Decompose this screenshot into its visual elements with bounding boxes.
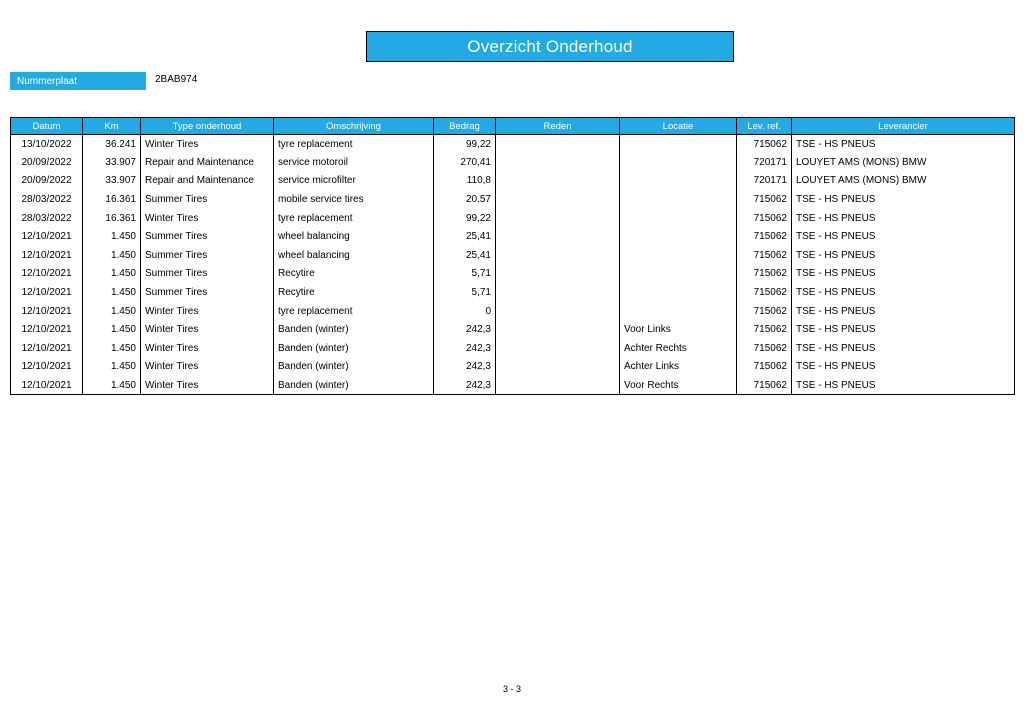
cell-bedrag: 5,71 — [434, 283, 496, 302]
cell-km: 1.450 — [83, 246, 141, 265]
cell-type: Summer Tires — [141, 283, 274, 302]
cell-leverancier: TSE - HS PNEUS — [792, 376, 1015, 395]
page-title: Overzicht Onderhoud — [467, 36, 633, 56]
cell-lev-ref: 715062 — [737, 190, 792, 209]
cell-km: 1.450 — [83, 376, 141, 395]
cell-omschrijving: tyre replacement — [274, 302, 434, 321]
table-row — [11, 246, 1015, 265]
cell-lev-ref: 715062 — [737, 283, 792, 302]
cell-omschrijving: Banden (winter) — [274, 358, 434, 377]
table-row — [11, 190, 1015, 209]
cell-locatie: Achter Rechts — [620, 339, 737, 358]
cell-datum: 20/09/2022 — [11, 153, 83, 172]
cell-omschrijving: Recytire — [274, 283, 434, 302]
cell-reden — [496, 135, 620, 154]
cell-locatie — [620, 302, 737, 321]
table-header — [11, 118, 1015, 135]
table-header-row — [11, 118, 1015, 135]
table-row — [11, 339, 1015, 358]
cell-lev-ref: 715062 — [737, 320, 792, 339]
cell-datum: 12/10/2021 — [11, 339, 83, 358]
cell-lev-ref: 715062 — [737, 209, 792, 228]
column-header-bedrag: Bedrag — [434, 118, 496, 135]
cell-km: 1.450 — [83, 339, 141, 358]
cell-reden — [496, 172, 620, 191]
license-plate-value: 2BAB974 — [155, 74, 198, 85]
cell-type: Winter Tires — [141, 135, 274, 154]
cell-type: Winter Tires — [141, 376, 274, 395]
cell-type: Winter Tires — [141, 209, 274, 228]
cell-locatie — [620, 153, 737, 172]
cell-locatie — [620, 246, 737, 265]
cell-locatie — [620, 227, 737, 246]
cell-reden — [496, 358, 620, 377]
cell-reden — [496, 190, 620, 209]
cell-omschrijving: Banden (winter) — [274, 376, 434, 395]
column-header-lev-ref: Lev. ref. — [737, 118, 792, 135]
table-row — [11, 227, 1015, 246]
cell-locatie — [620, 135, 737, 154]
cell-reden — [496, 209, 620, 228]
cell-omschrijving: service motoroil — [274, 153, 434, 172]
cell-km: 1.450 — [83, 283, 141, 302]
table-row — [11, 283, 1015, 302]
table-row — [11, 209, 1015, 228]
cell-datum: 12/10/2021 — [11, 302, 83, 321]
cell-km: 1.450 — [83, 320, 141, 339]
table-row — [11, 358, 1015, 377]
table-row — [11, 265, 1015, 284]
cell-omschrijving: tyre replacement — [274, 209, 434, 228]
table-body — [11, 135, 1015, 395]
cell-leverancier: TSE - HS PNEUS — [792, 209, 1015, 228]
cell-omschrijving: mobile service tires — [274, 190, 434, 209]
cell-type: Summer Tires — [141, 246, 274, 265]
maintenance-table-wrapper — [10, 117, 1014, 395]
cell-locatie: Voor Links — [620, 320, 737, 339]
cell-omschrijving: wheel balancing — [274, 227, 434, 246]
column-header-leverancier: Leverancier — [792, 118, 1015, 135]
cell-datum: 20/09/2022 — [11, 172, 83, 191]
cell-locatie — [620, 172, 737, 191]
cell-type: Summer Tires — [141, 265, 274, 284]
cell-lev-ref: 715062 — [737, 358, 792, 377]
cell-leverancier: TSE - HS PNEUS — [792, 320, 1015, 339]
cell-lev-ref: 715062 — [737, 339, 792, 358]
cell-locatie — [620, 190, 737, 209]
cell-bedrag: 99,22 — [434, 209, 496, 228]
cell-locatie — [620, 209, 737, 228]
cell-datum: 12/10/2021 — [11, 320, 83, 339]
cell-reden — [496, 227, 620, 246]
cell-datum: 12/10/2021 — [11, 283, 83, 302]
cell-type: Repair and Maintenance — [141, 172, 274, 191]
cell-lev-ref: 720171 — [737, 153, 792, 172]
cell-reden — [496, 283, 620, 302]
cell-leverancier: TSE - HS PNEUS — [792, 358, 1015, 377]
cell-km: 16.361 — [83, 209, 141, 228]
cell-type: Summer Tires — [141, 190, 274, 209]
cell-datum: 12/10/2021 — [11, 227, 83, 246]
cell-lev-ref: 720171 — [737, 172, 792, 191]
cell-bedrag: 25,41 — [434, 227, 496, 246]
cell-lev-ref: 715062 — [737, 302, 792, 321]
table-row — [11, 376, 1015, 395]
cell-leverancier: TSE - HS PNEUS — [792, 227, 1015, 246]
cell-km: 1.450 — [83, 302, 141, 321]
maintenance-table — [10, 117, 1015, 395]
cell-omschrijving: Banden (winter) — [274, 320, 434, 339]
cell-leverancier: LOUYET AMS (MONS) BMW — [792, 153, 1015, 172]
table-row — [11, 172, 1015, 191]
column-header-reden: Reden — [496, 118, 620, 135]
cell-omschrijving: service microfilter — [274, 172, 434, 191]
cell-datum: 12/10/2021 — [11, 376, 83, 395]
cell-lev-ref: 715062 — [737, 265, 792, 284]
cell-locatie — [620, 283, 737, 302]
cell-type: Repair and Maintenance — [141, 153, 274, 172]
cell-leverancier: TSE - HS PNEUS — [792, 246, 1015, 265]
cell-bedrag: 20,57 — [434, 190, 496, 209]
table-row — [11, 302, 1015, 321]
cell-km: 1.450 — [83, 358, 141, 377]
cell-type: Winter Tires — [141, 339, 274, 358]
cell-type: Winter Tires — [141, 320, 274, 339]
cell-omschrijving: wheel balancing — [274, 246, 434, 265]
cell-reden — [496, 265, 620, 284]
cell-reden — [496, 246, 620, 265]
cell-lev-ref: 715062 — [737, 246, 792, 265]
cell-datum: 28/03/2022 — [11, 190, 83, 209]
cell-lev-ref: 715062 — [737, 227, 792, 246]
cell-leverancier: TSE - HS PNEUS — [792, 339, 1015, 358]
cell-datum: 28/03/2022 — [11, 209, 83, 228]
cell-bedrag: 242,3 — [434, 339, 496, 358]
cell-reden — [496, 339, 620, 358]
cell-omschrijving: tyre replacement — [274, 135, 434, 154]
cell-bedrag: 242,3 — [434, 320, 496, 339]
cell-reden — [496, 320, 620, 339]
cell-leverancier: TSE - HS PNEUS — [792, 283, 1015, 302]
cell-km: 1.450 — [83, 227, 141, 246]
cell-type: Winter Tires — [141, 358, 274, 377]
column-header-locatie: Locatie — [620, 118, 737, 135]
report-title-banner — [366, 31, 734, 62]
cell-leverancier: TSE - HS PNEUS — [792, 190, 1015, 209]
cell-bedrag: 99,22 — [434, 135, 496, 154]
cell-locatie — [620, 265, 737, 284]
column-header-type: Type onderhoud — [141, 118, 274, 135]
table-row — [11, 153, 1015, 172]
cell-km: 33.907 — [83, 172, 141, 191]
cell-leverancier: LOUYET AMS (MONS) BMW — [792, 172, 1015, 191]
cell-km: 36.241 — [83, 135, 141, 154]
table-row — [11, 320, 1015, 339]
cell-bedrag: 5,71 — [434, 265, 496, 284]
cell-km: 1.450 — [83, 265, 141, 284]
cell-locatie: Voor Rechts — [620, 376, 737, 395]
cell-type: Summer Tires — [141, 227, 274, 246]
table-row — [11, 135, 1015, 154]
cell-reden — [496, 302, 620, 321]
cell-datum: 13/10/2022 — [11, 135, 83, 154]
page-number-footer: 3 - 3 — [502, 684, 521, 694]
column-header-km: Km — [83, 118, 141, 135]
cell-bedrag: 242,3 — [434, 376, 496, 395]
cell-leverancier: TSE - HS PNEUS — [792, 265, 1015, 284]
license-plate-label — [10, 72, 146, 90]
cell-locatie: Achter Links — [620, 358, 737, 377]
cell-reden — [496, 376, 620, 395]
column-header-omschrijving: Omschrijving — [274, 118, 434, 135]
cell-km: 33.907 — [83, 153, 141, 172]
license-plate-label-text: Nummerplaat — [17, 75, 78, 87]
cell-bedrag: 0 — [434, 302, 496, 321]
cell-type: Winter Tires — [141, 302, 274, 321]
cell-lev-ref: 715062 — [737, 376, 792, 395]
cell-datum: 12/10/2021 — [11, 358, 83, 377]
cell-reden — [496, 153, 620, 172]
cell-leverancier: TSE - HS PNEUS — [792, 302, 1015, 321]
cell-bedrag: 270,41 — [434, 153, 496, 172]
cell-bedrag: 110,8 — [434, 172, 496, 191]
column-header-datum: Datum — [11, 118, 83, 135]
cell-lev-ref: 715062 — [737, 135, 792, 154]
cell-datum: 12/10/2021 — [11, 265, 83, 284]
cell-datum: 12/10/2021 — [11, 246, 83, 265]
cell-omschrijving: Banden (winter) — [274, 339, 434, 358]
cell-km: 16.361 — [83, 190, 141, 209]
cell-bedrag: 25,41 — [434, 246, 496, 265]
cell-bedrag: 242,3 — [434, 358, 496, 377]
cell-leverancier: TSE - HS PNEUS — [792, 135, 1015, 154]
cell-omschrijving: Recytire — [274, 265, 434, 284]
